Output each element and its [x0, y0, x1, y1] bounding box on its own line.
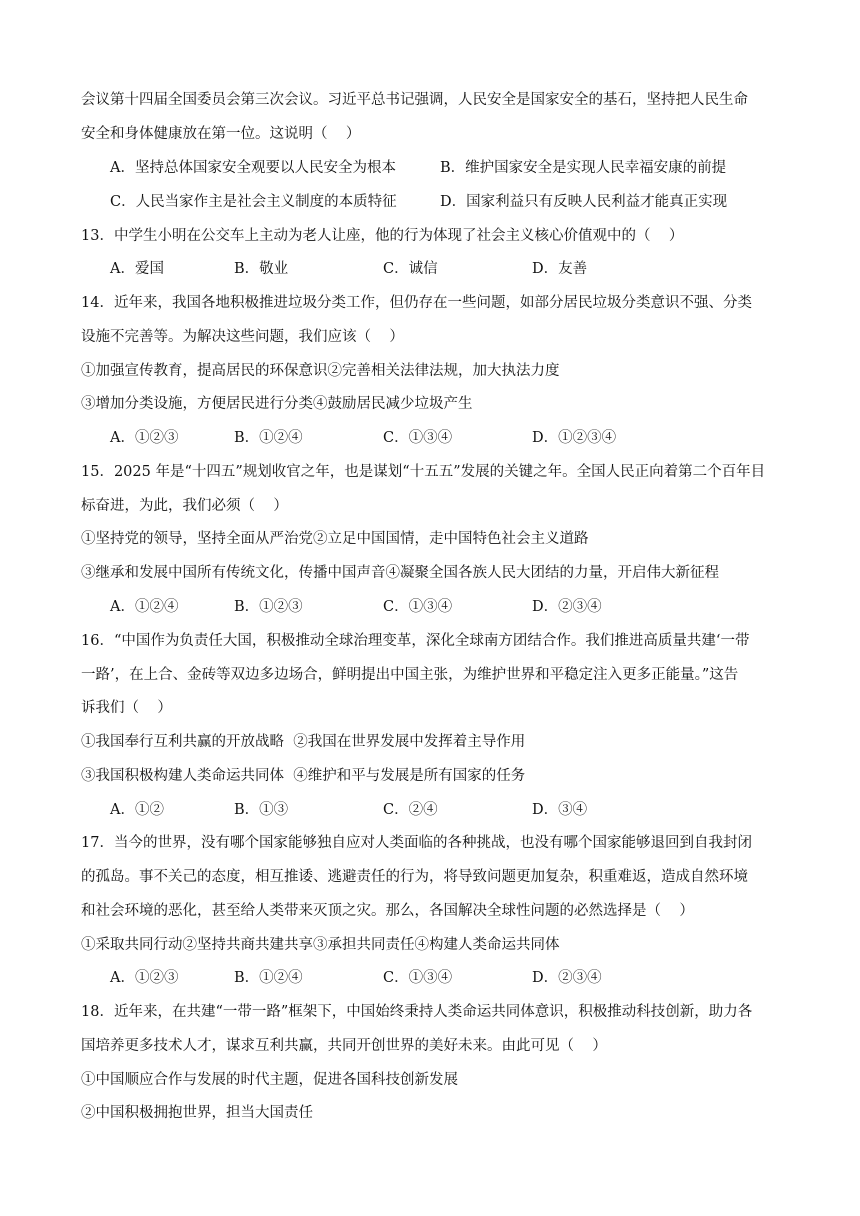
question-text-line: 17．当今的世界，没有哪个国家能够独自应对人类面临的各种挑战，也没有哪个国家能够退回到自我封闭 [81, 835, 752, 851]
option-b: B．维护国家安全是实现人民幸福安康的前提 [440, 160, 727, 176]
question-text-line: 18．近年来，在共建“一带一路”框架下，中国始终秉持人类命运共同体意识，积极推动科技创新，助力各 [81, 1004, 753, 1020]
option-b: B．敬业 [234, 261, 289, 277]
statement-line: ①坚持党的领导，坚持全面从严治党②立足中国国情，走中国特色社会主义道路 [81, 531, 589, 547]
question-text-line: 会议第十四届全国委员会第三次会议。习近平总书记强调，人民安全是国家安全的基石，坚持把人民生命 [81, 92, 748, 108]
question-text-line: 和社会环境的恶化，甚至给人类带来灭顶之灾。那么，各国解决全球性问题的必然选择是（ ） [81, 903, 694, 919]
option-d: D．②③④ [532, 970, 602, 986]
question-text-line: 标奋进，为此，我们必须（ ） [81, 498, 288, 514]
option-d: D．国家利益只有反映人民利益才能真正实现 [440, 194, 728, 210]
option-c: C．①③④ [383, 430, 453, 446]
option-c: C．①③④ [383, 970, 453, 986]
option-b: B．①②④ [234, 970, 303, 986]
option-c: C．诚信 [383, 261, 438, 277]
statement-line: ①加强宣传教育，提高居民的环保意识②完善相关法律法规，加大执法力度 [81, 363, 560, 379]
question-text-line: 16．“中国作为负责任大国，积极推动全球治理变革，深化全球南方团结合作。我们推进高质量共建‘一带 [81, 633, 750, 649]
option-b: B．①③ [234, 802, 289, 818]
statement-line: ①采取共同行动②坚持共商共建共享③承担共同责任④构建人类命运共同体 [81, 937, 560, 953]
option-b: B．①②③ [234, 599, 303, 615]
option-d: D．友善 [532, 261, 588, 277]
statement-line: ①我国奉行互利共赢的开放战略 ②我国在世界发展中发挥着主导作用 [81, 734, 526, 750]
question-text-line: 13．中学生小明在公交车上主动为老人让座，他的行为体现了社会主义核心价值观中的（ ） [81, 228, 684, 244]
question-text-line: 设施不完善等。为解决这些问题，我们应该（ ） [81, 329, 404, 345]
option-d: D．②③④ [532, 599, 602, 615]
question-text-line: 的孤岛。事不关己的态度，相互推诿、逃避责任的行为，将导致问题更加复杂，积重难返，造成自然环境 [81, 869, 748, 885]
question-text-line: 国培养更多技术人才，谋求互利共赢，共同开创世界的美好未来。由此可见（ ） [81, 1038, 607, 1054]
option-c: C．①③④ [383, 599, 453, 615]
option-a: A．坚持总体国家安全观要以人民安全为根本 [110, 160, 396, 176]
option-a: A．①②③ [110, 970, 179, 986]
option-a: A．爱国 [110, 261, 164, 277]
option-a: A．①② [110, 802, 164, 818]
option-c: C．人民当家作主是社会主义制度的本质特征 [110, 194, 397, 210]
option-c: C．②④ [383, 802, 438, 818]
option-a: A．①②④ [110, 599, 179, 615]
question-text-line: 15．2025 年是“十四五”规划收官之年，也是谋划“十五五”发展的关键之年。全国人民正向着第二个百年目 [81, 464, 766, 480]
statement-line: ③继承和发展中国所有传统文化，传播中国声音④凝聚全国各族人民大团结的力量，开启伟大新征程 [81, 565, 719, 581]
statement-line: ③我国积极构建人类命运共同体 ④维护和平与发展是所有国家的任务 [81, 768, 526, 784]
question-text-line: 14．近年来，我国各地积极推进垃圾分类工作，但仍存在一些问题，如部分居民垃圾分类意识不强、分类 [81, 295, 752, 311]
option-a: A．①②③ [110, 430, 179, 446]
option-b: B．①②④ [234, 430, 303, 446]
statement-line: ②中国积极拥抱世界，担当大国责任 [81, 1105, 313, 1121]
question-text-line: 一路’，在上合、金砖等双边多边场合，鲜明提出中国主张，为维护世界和平稳定注入更多正能量。”这告 [81, 667, 739, 683]
question-text-line: 诉我们（ ） [81, 700, 172, 716]
statement-line: ③增加分类设施，方便居民进行分类④鼓励居民减少垃圾产生 [81, 396, 473, 412]
option-d: D．①②③④ [532, 430, 617, 446]
question-text-line: 安全和身体健康放在第一位。这说明（ ） [81, 126, 361, 142]
statement-line: ①中国顺应合作与发展的时代主题，促进各国科技创新发展 [81, 1072, 458, 1088]
option-d: D．③④ [532, 802, 588, 818]
